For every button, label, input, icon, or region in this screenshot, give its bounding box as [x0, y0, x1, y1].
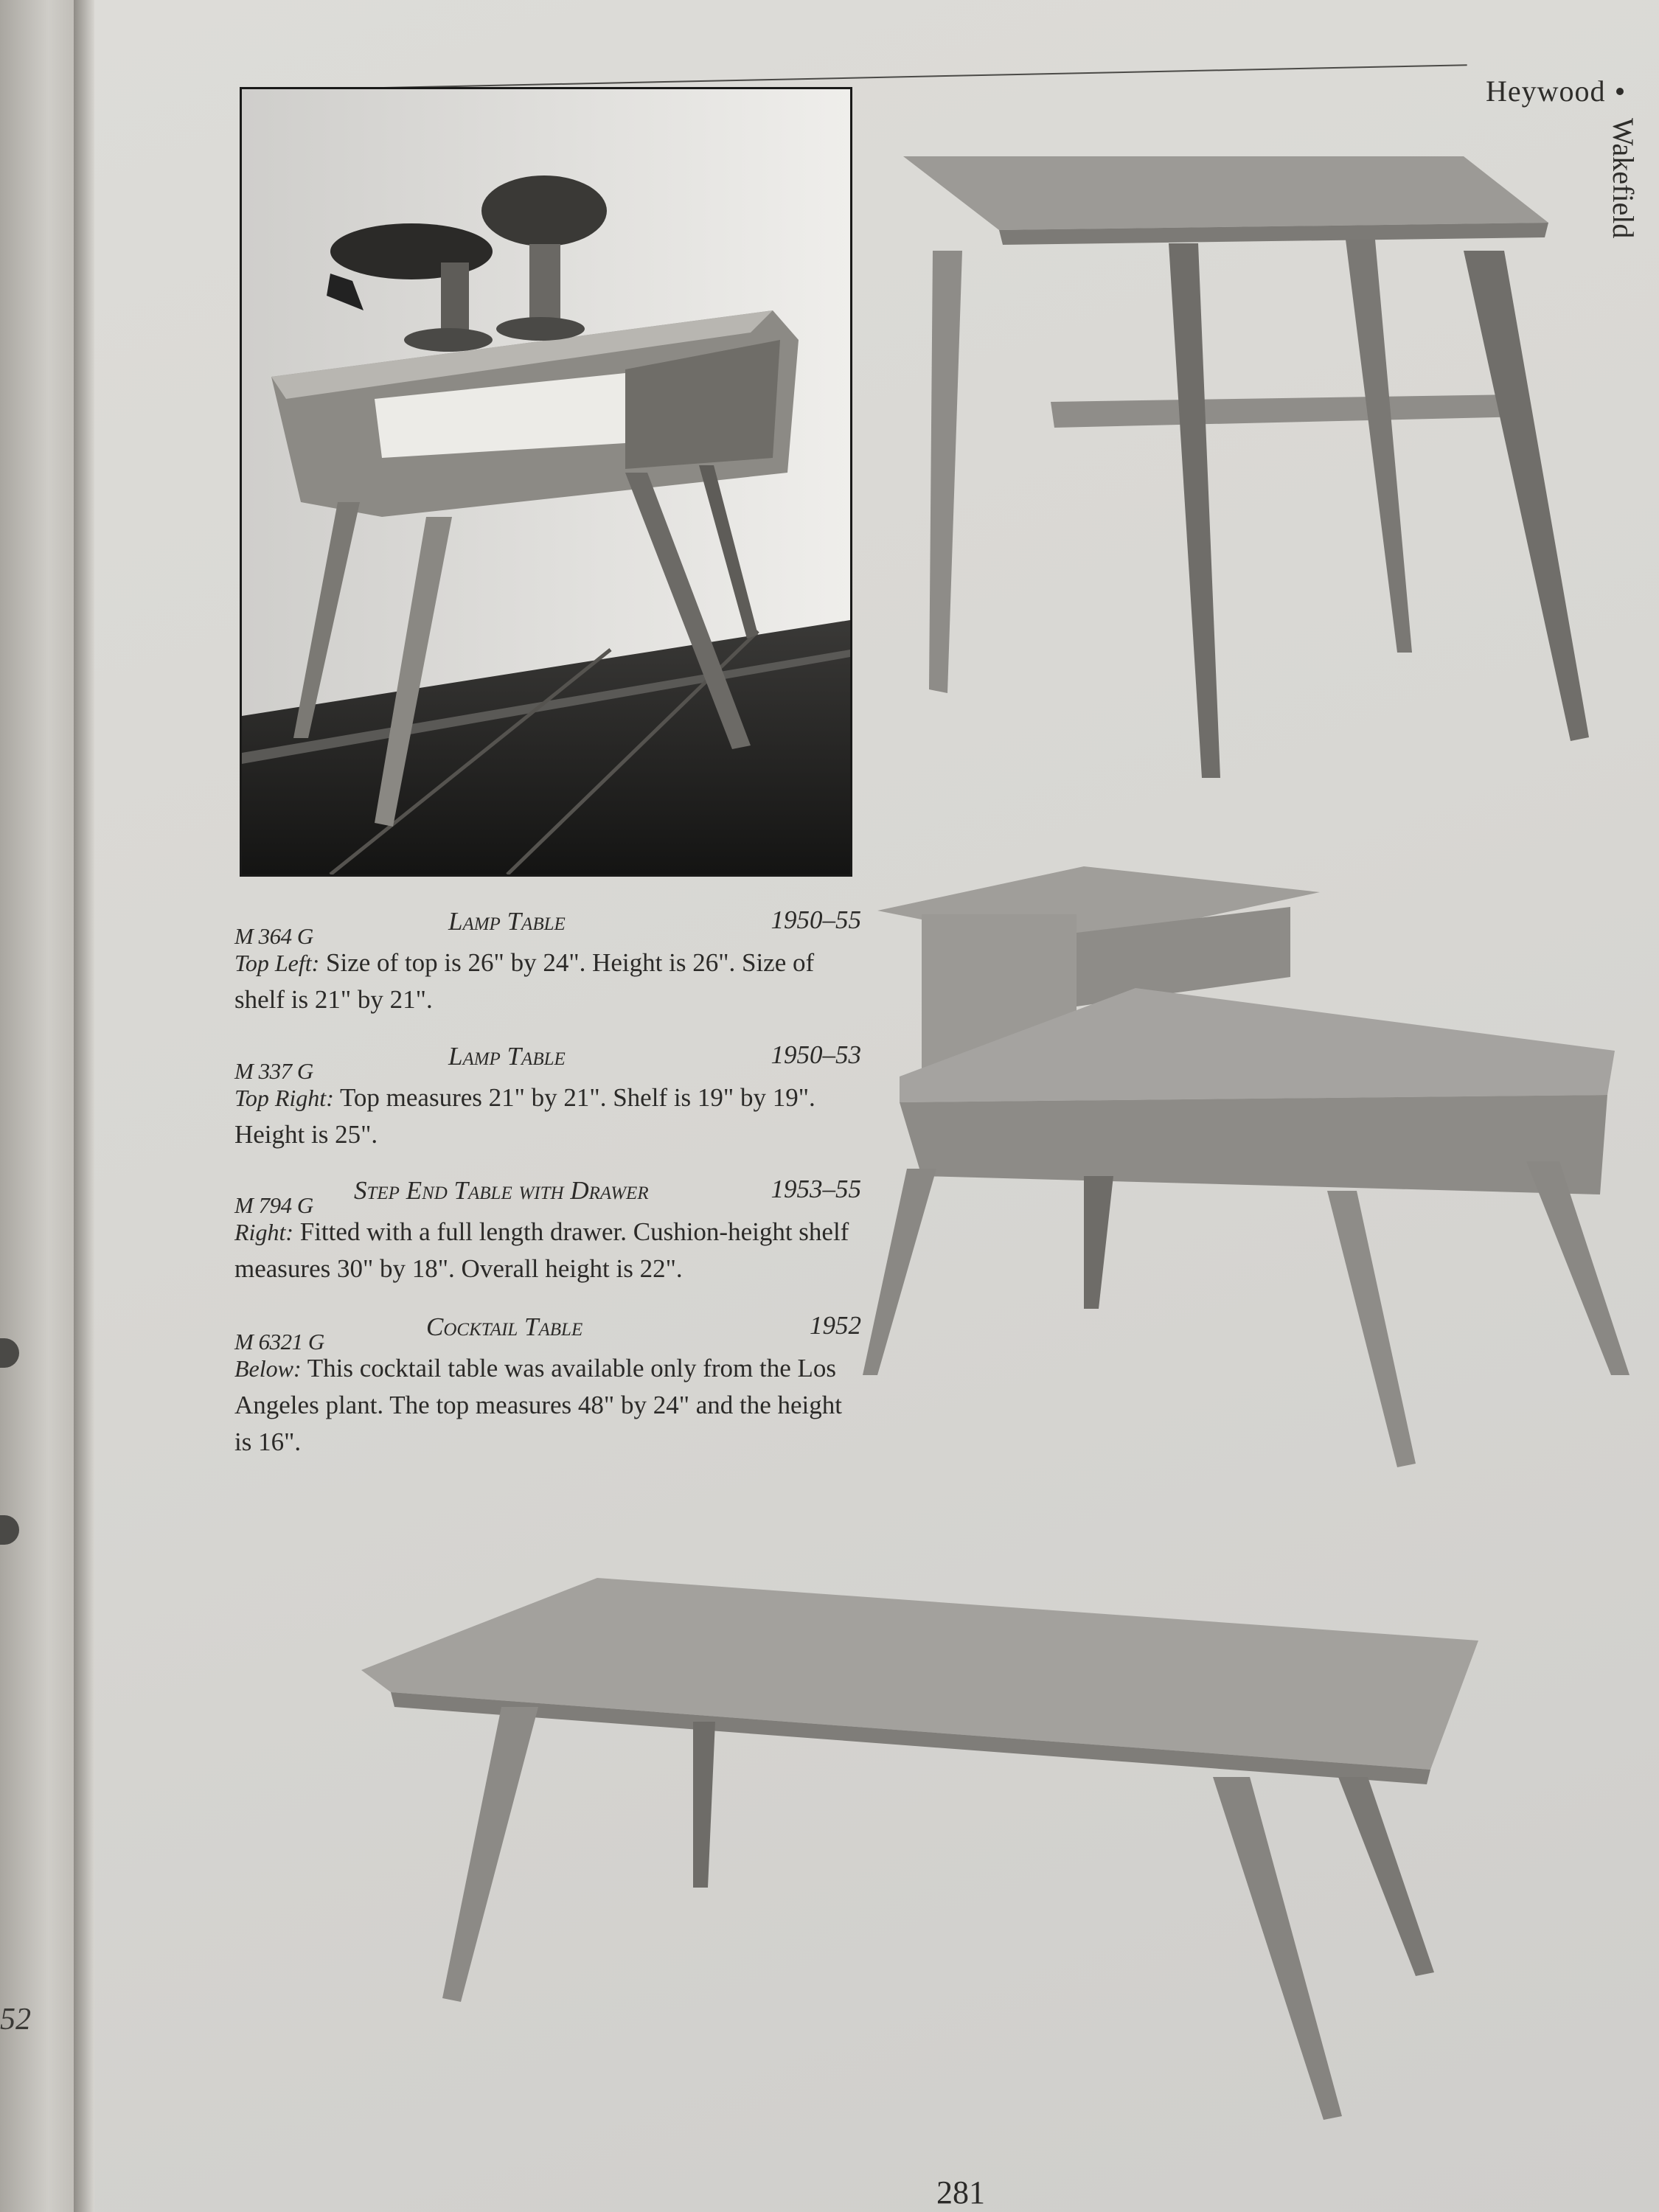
- photo-lamp-table-room: [240, 87, 852, 877]
- running-head-vertical: Wakefield: [1607, 118, 1640, 239]
- caption-lead: Right:: [234, 1219, 293, 1245]
- left-page-edge: [0, 0, 81, 2212]
- step-end-table-graphic: [841, 866, 1630, 1471]
- model-name: Lamp Table: [448, 907, 566, 936]
- model-dates: 1952: [810, 1311, 861, 1340]
- photo-lamp-table-two-tier: [903, 147, 1611, 796]
- photo-step-end-table: [841, 866, 1630, 1471]
- caption-body: [234, 1214, 861, 1287]
- book-gutter: [74, 0, 94, 2212]
- two-tier-table-graphic: [903, 147, 1611, 796]
- lamp-table-photo-graphic: [242, 89, 850, 874]
- model-code: M 364 G: [234, 923, 313, 949]
- running-head: [1486, 74, 1631, 108]
- caption-header: [234, 1172, 861, 1218]
- caption-body: [234, 1079, 861, 1153]
- caption-lead: Below:: [234, 1355, 302, 1382]
- caption-m364g: [234, 903, 861, 1018]
- page-number: 281: [936, 2174, 985, 2211]
- caption-m794g: [234, 1172, 861, 1287]
- model-code: M 337 G: [234, 1058, 313, 1084]
- model-name: Cocktail Table: [426, 1312, 583, 1341]
- caption-lead: Top Left:: [234, 950, 320, 976]
- model-dates: 1950–55: [771, 905, 861, 934]
- left-page-image-fragment: [0, 1515, 19, 1545]
- caption-body: [234, 945, 861, 1018]
- caption-header: [234, 1309, 861, 1354]
- caption-m337g: [234, 1038, 861, 1153]
- bullet-icon: [1616, 88, 1624, 95]
- model-code: M 794 G: [234, 1192, 313, 1218]
- caption-text: Top measures 21" by 21". Shelf is 19" by 19". Height is 25".: [234, 1083, 815, 1149]
- caption-text: Size of top is 26" by 24". Height is 26". Size of shelf is 21" by 21".: [234, 948, 815, 1014]
- caption-m6321g: [234, 1309, 861, 1461]
- model-name: Step End Table with Drawer: [354, 1176, 649, 1205]
- photo-cocktail-table: [361, 1578, 1497, 2120]
- caption-text: This cocktail table was available only from the Los Angeles plant. The top measures 48" by 24" and the height is 16".: [234, 1354, 843, 1456]
- caption-header: [234, 903, 861, 949]
- caption-body: [234, 1350, 861, 1461]
- caption-lead: Top Right:: [234, 1085, 334, 1111]
- left-page-number: 52: [0, 2003, 31, 2037]
- caption-header: [234, 1038, 861, 1084]
- book-page: [88, 0, 1659, 2212]
- running-head-brand: Heywood: [1486, 74, 1606, 108]
- left-page-image-fragment: [0, 1338, 19, 1368]
- caption-text: Fitted with a full length drawer. Cushion-height shelf measures 30" by 18". Overall height is 22".: [234, 1217, 849, 1283]
- model-dates: 1953–55: [771, 1175, 861, 1203]
- cocktail-table-graphic: [361, 1578, 1497, 2120]
- model-code: M 6321 G: [234, 1329, 324, 1354]
- model-dates: 1950–53: [771, 1040, 861, 1069]
- model-name: Lamp Table: [448, 1042, 566, 1071]
